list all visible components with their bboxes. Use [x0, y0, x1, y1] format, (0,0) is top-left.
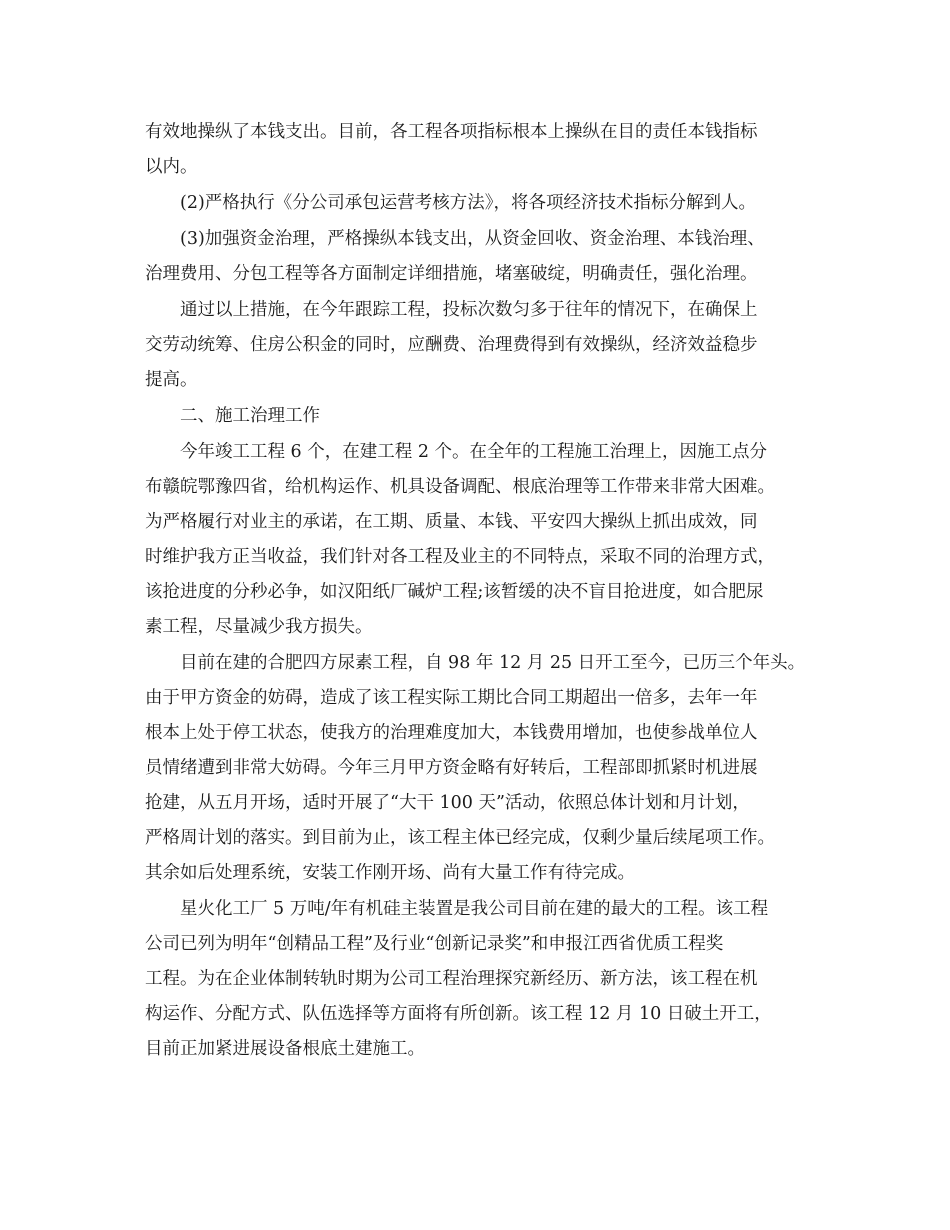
- paragraph: [145, 222, 810, 292]
- text-line: 为严格履行对业主的承诺，在工期、质量、本钱、平安四大操纵上抓出成效，同: [145, 512, 758, 532]
- text-line: 目前在建的合肥四方尿素工程，自 98 年 12 月 25 日开工至今，已历三个年头。: [180, 653, 806, 673]
- text-line: (2)严格执行《分公司承包运营考核方法》，将各项经济技术指标分解到人。: [180, 193, 757, 213]
- text-line: 提高。: [145, 370, 198, 390]
- text-line: 根本上处于停工状态，使我方的治理难度加大，本钱费用增加，也使参战单位人: [145, 723, 758, 743]
- text-line: 治理费用、分包工程等各方面制定详细措施，堵塞破绽，明确责任，强化治理。: [145, 264, 758, 284]
- paragraph: [145, 186, 810, 221]
- text-line: 今年竣工工程 6 个，在建工程 2 个。在全年的工程施工治理上，因施工点分: [180, 442, 768, 462]
- text-line: (3)加强资金治理，严格操纵本钱支出，从资金回收、资金治理、本钱治理、: [180, 229, 765, 249]
- text-line: 员情绪遭到非常大妨碍。今年三月甲方资金略有好转后，工程部即抓紧时机进展: [145, 758, 758, 778]
- document-body: [145, 115, 810, 1068]
- text-line: 二、施工治理工作: [180, 406, 320, 426]
- text-line: 素工程，尽量减少我方损失。: [145, 617, 373, 637]
- paragraph: [145, 892, 810, 1067]
- text-line: 目前正加紧进展设备根底土建施工。: [145, 1039, 425, 1059]
- text-line: 工程。为在企业体制转轨时期为公司工程治理探究新经历、新方法，该工程在机: [145, 969, 758, 989]
- text-line: 以内。: [145, 157, 198, 177]
- text-line: 该抢进度的分秒必争，如汉阳纸厂碱炉工程;该暂缓的决不盲目抢进度，如合肥尿: [145, 582, 764, 602]
- text-line: 严格周计划的落实。到目前为止，该工程主体已经完成，仅剩少量后续尾项工作。: [145, 828, 775, 848]
- paragraph: [145, 435, 810, 645]
- text-line: 有效地操纵了本钱支出。目前，各工程各项指标根本上操纵在目的责任本钱指标: [145, 122, 758, 142]
- text-line: 由于甲方资金的妨碍，造成了该工程实际工期比合同工期超出一倍多，去年一年: [145, 688, 758, 708]
- text-line: 公司已列为明年“创精品工程”及行业“创新记录奖”和申报江西省优质工程奖: [145, 934, 724, 954]
- text-line: 构运作、分配方式、队伍选择等方面将有所创新。该工程 12 月 10 日破土开工，: [145, 1004, 772, 1024]
- text-line: 星火化工厂 5 万吨/年有机硅主装置是我公司目前在建的最大的工程。该工程: [180, 899, 769, 919]
- text-line: 通过以上措施，在今年跟踪工程，投标次数匀多于往年的情况下，在确保上: [180, 300, 758, 320]
- paragraph: [145, 646, 810, 891]
- paragraph: [145, 293, 810, 398]
- text-line: 布赣皖鄂豫四省，给机构运作、机具设备调配、根底治理等工作带来非常大困难。: [145, 477, 775, 497]
- text-line: 时维护我方正当收益，我们针对各工程及业主的不同特点，采取不同的治理方式，: [145, 547, 775, 567]
- text-line: 抢建，从五月开场，适时开展了“大干 100 天”活动，依照总体计划和月计划，: [145, 793, 750, 813]
- paragraph: [145, 399, 810, 434]
- paragraph: [145, 115, 810, 185]
- text-line: 其余如后处理系统，安装工作刚开场、尚有大量工作有待完成。: [145, 863, 635, 883]
- text-line: 交劳动统筹、住房公积金的同时，应酬费、治理费得到有效操纵，经济效益稳步: [145, 335, 758, 355]
